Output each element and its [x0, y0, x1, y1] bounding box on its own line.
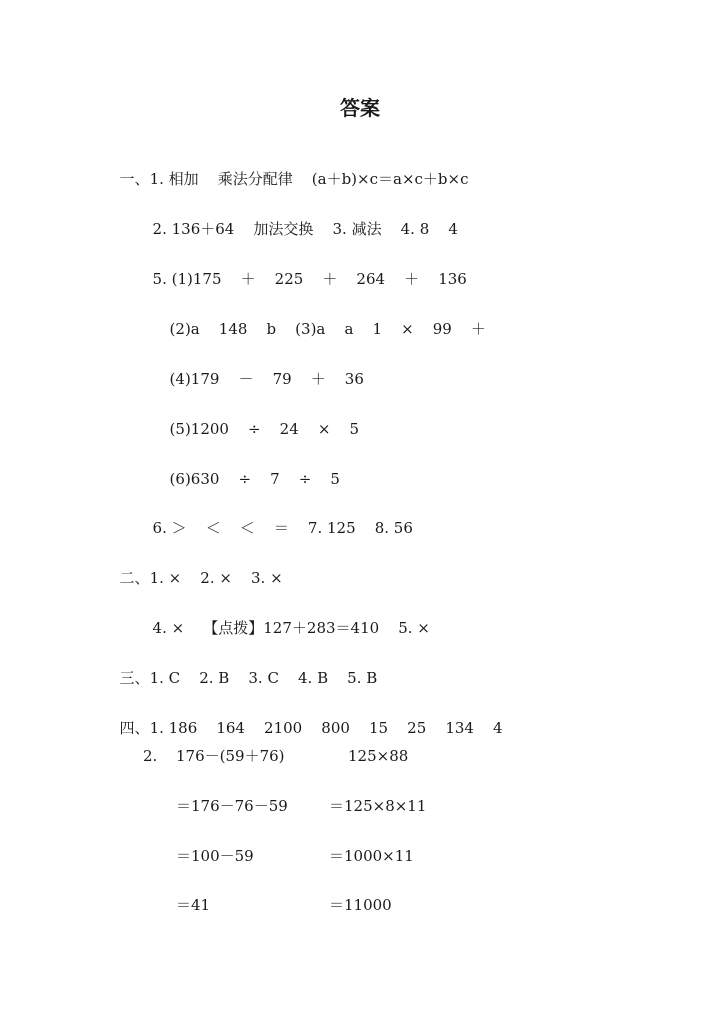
calc-left-step-4: ＝41: [176, 896, 211, 914]
calc-right-step-3: ＝1000×11: [329, 847, 414, 865]
answer-line-9: [110, 545, 283, 589]
calc-right-step-2: ＝125×8×11: [329, 797, 427, 815]
answer-line-5: [160, 346, 364, 390]
answer-line-1: [110, 146, 469, 190]
answer-text: (5)1200 ÷ 24 × 5: [169, 420, 360, 438]
answer-text: 1. 186 164 2100 800 15 25 134 4: [149, 719, 503, 737]
page-title: 答案: [340, 96, 380, 120]
calc-left-step-3: ＝100－59: [176, 847, 254, 865]
calc-label: 2.: [143, 747, 158, 765]
answer-text: 5. (1)175 ＋ 225 ＋ 264 ＋ 136: [152, 270, 467, 288]
answer-text: 1. C 2. B 3. C 4. B 5. B: [149, 669, 378, 687]
section-label: 二、: [119, 569, 150, 587]
answer-line-11: [110, 645, 377, 689]
answer-text: (2)a 148 b (3)a a 1 × 99 ＋: [169, 320, 486, 338]
section-label: 一、: [119, 170, 150, 188]
answer-text: 4. × 【点拨】127＋283＝410 5. ×: [152, 619, 430, 637]
calc-left-step-2: ＝176－76－59: [176, 797, 288, 815]
answer-text: 1. 相加 乘法分配律 (a＋b)×c＝a×c＋b×c: [149, 170, 469, 188]
answer-text: 1. × 2. × 3. ×: [149, 569, 283, 587]
answer-line-7: [160, 446, 340, 490]
calc-right-step-4: ＝11000: [329, 896, 392, 914]
calc-left-step-1: 176－(59＋76): [176, 747, 285, 765]
section-label: 四、: [119, 719, 150, 737]
answer-text: (6)630 ÷ 7 ÷ 5: [169, 470, 340, 488]
answer-text: 6. ＞ ＜ ＜ ＝ 7. 125 8. 56: [152, 519, 413, 537]
answer-text: 2. 136＋64 加法交换 3. 减法 4. 8 4: [152, 220, 458, 238]
answer-text: (4)179 － 79 ＋ 36: [169, 370, 364, 388]
answer-line-4: [160, 296, 486, 340]
answer-line-2: [143, 196, 458, 240]
answer-line-12: [110, 695, 503, 739]
answer-line-3: [143, 246, 467, 290]
calc-right-step-1: 125×88: [348, 747, 409, 765]
answer-line-6: [160, 396, 359, 440]
answer-line-8: [143, 495, 413, 539]
section-label: 三、: [119, 669, 150, 687]
answer-line-10: [143, 595, 430, 639]
